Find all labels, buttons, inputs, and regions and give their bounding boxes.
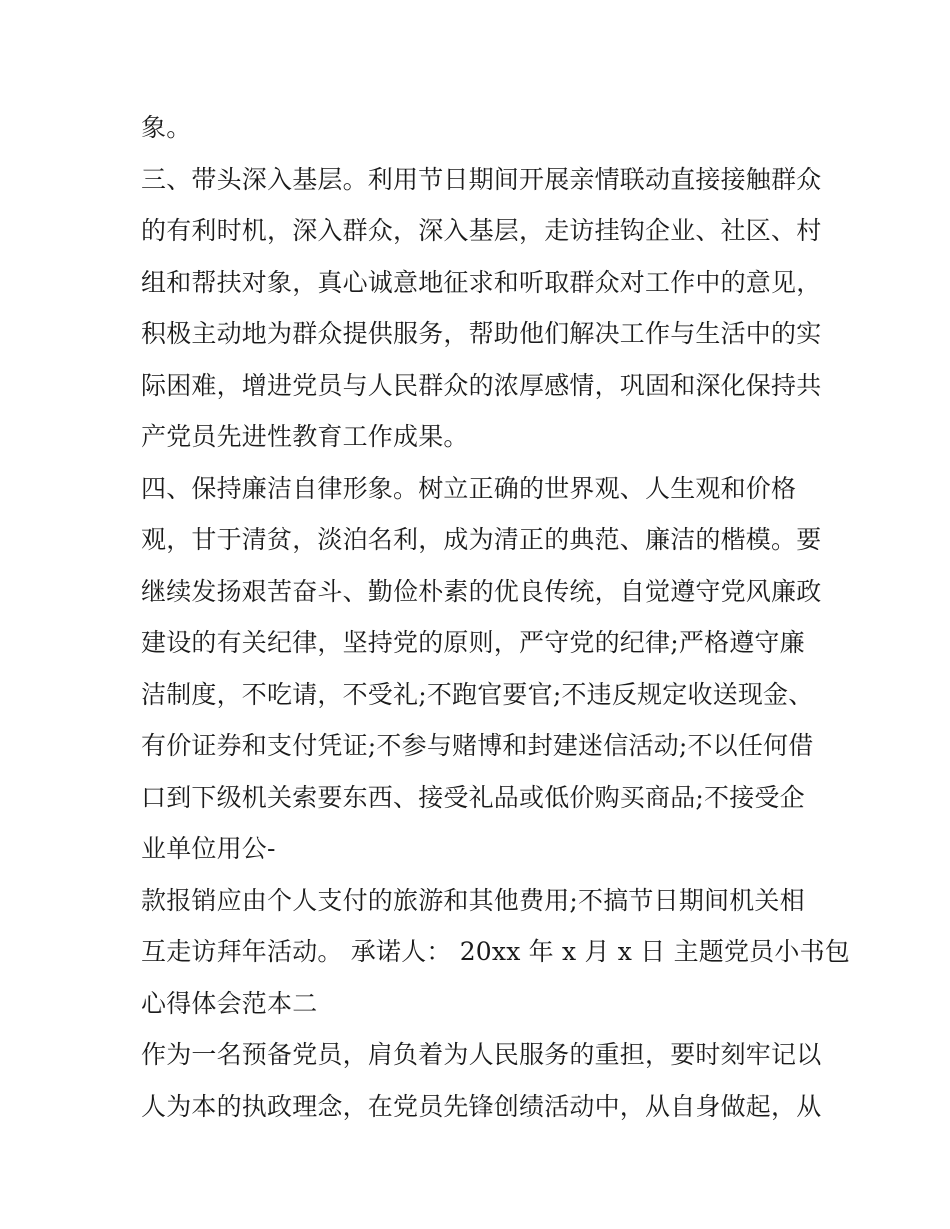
text-line: 款报销应由个人支付的旅游和其他费用;不搞节日期间机关相 <box>141 885 805 915</box>
text-line: 继续发扬艰苦奋斗、勤俭朴素的优良传统，自觉遵守党风廉政 <box>141 576 822 606</box>
text-line: 口到下级机关索要东西、接受礼品或低价购买商品;不接受企 <box>141 782 805 812</box>
text-line: 有价证券和支付凭证;不参与赌博和封建迷信活动;不以任何借 <box>141 731 814 760</box>
text-line: 的有利时机，深入群众，深入基层，走访挂钩企业、社区、村 <box>141 216 822 245</box>
text-line: 产党员先进性教育工作成果。 <box>141 422 469 451</box>
text-line: 心得体会范本二 <box>141 988 318 1018</box>
text-line: 四、保持廉洁自律形象。树立正确的世界观、人生观和价格 <box>141 473 797 503</box>
text-line: 人为本的执政理念，在党员先锋创绩活动中，从自身做起，从 <box>141 1091 822 1121</box>
text-line: 积极主动地为群众提供服务，帮助他们解决工作与生活中的实 <box>141 319 822 348</box>
text-line: 象。 <box>141 113 192 142</box>
text-line: 三、带头深入基层。利用节日期间开展亲情联动直接接触群众 <box>141 164 822 194</box>
text-line: 洁制度，不吃请，不受礼;不跑官要官;不违反规定收送现金、 <box>141 679 814 709</box>
text-line: 互走访拜年活动。 承诺人： 20xx 年 x 月 x 日 主题党员小书包 <box>141 937 850 966</box>
document-body <box>141 106 850 1136</box>
text-line: 际困难，增进党员与人民群众的浓厚感情，巩固和深化保持共 <box>141 370 822 400</box>
text-line: 作为一名预备党员，肩负着为人民服务的重担，要时刻牢记以 <box>141 1040 822 1069</box>
text-line: 组和帮扶对象，真心诚意地征求和听取群众对工作中的意见， <box>141 267 822 297</box>
text-line: 观，甘于清贫，淡泊名利，成为清正的典范、廉洁的楷模。要 <box>141 525 822 554</box>
text-line: 建设的有关纪律，坚持党的原则，严守党的纪律;严格遵守廉 <box>141 628 805 657</box>
text-line: 业单位用公- <box>141 834 276 863</box>
